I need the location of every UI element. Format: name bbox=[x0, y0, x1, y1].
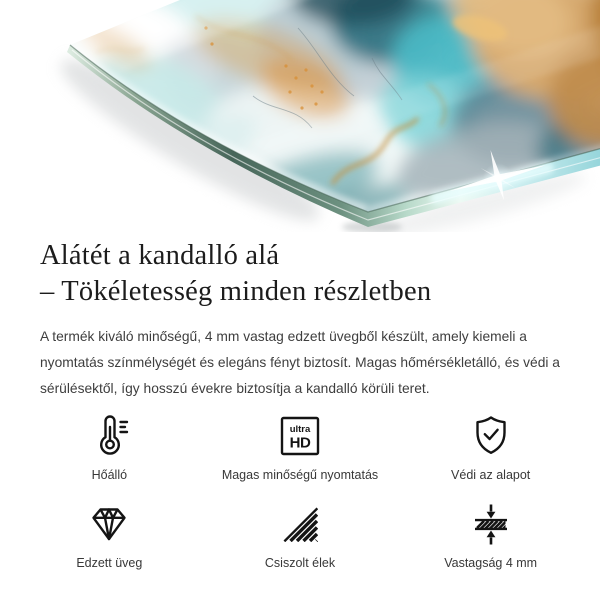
product-hero bbox=[0, 0, 600, 232]
feature-label: Védi az alapot bbox=[451, 468, 531, 482]
feature-polished-edges bbox=[205, 499, 396, 570]
polished-edges-icon bbox=[277, 499, 323, 547]
feature-tempered-glass bbox=[14, 499, 205, 570]
feature-label: Vastagság 4 mm bbox=[444, 556, 538, 570]
diamond-icon bbox=[86, 499, 132, 547]
page-title-line1: Alátét a kandalló alá bbox=[40, 240, 280, 271]
feature-thickness bbox=[395, 499, 586, 570]
page-title bbox=[40, 232, 560, 310]
feature-label: Magas minőségű nyomtatás bbox=[221, 468, 379, 482]
feature-print-quality bbox=[205, 411, 396, 482]
product-photo-glass-panel bbox=[0, 0, 600, 232]
thermometer-icon bbox=[86, 411, 132, 459]
shield-check-icon bbox=[468, 411, 514, 459]
product-description: A termék kiváló minőségű, 4 mm vastag edzett üvegből készült, amely kiemeli a nyomtatás színmélységét és elegáns fényt biztosít. Magas hőmérsékletálló, és védi a sérülésektől, így hosszú évekre biztosítja a kandalló körüli teret. bbox=[40, 329, 560, 396]
svg-text:HD: HD bbox=[289, 434, 311, 452]
feature-label: Edzett üveg bbox=[76, 556, 143, 570]
features-grid bbox=[0, 411, 600, 570]
feature-protects-base bbox=[395, 411, 586, 482]
svg-text:ultra: ultra bbox=[289, 424, 311, 435]
feature-label: Csiszolt élek bbox=[264, 556, 336, 570]
page-title-line2: – Tökéletesség minden részletben bbox=[40, 276, 432, 307]
ultra-hd-icon bbox=[277, 411, 323, 459]
product-info-section bbox=[0, 232, 600, 402]
feature-label: Hőálló bbox=[91, 468, 128, 482]
thickness-icon bbox=[468, 499, 514, 547]
feature-heat-resistant bbox=[14, 411, 205, 482]
